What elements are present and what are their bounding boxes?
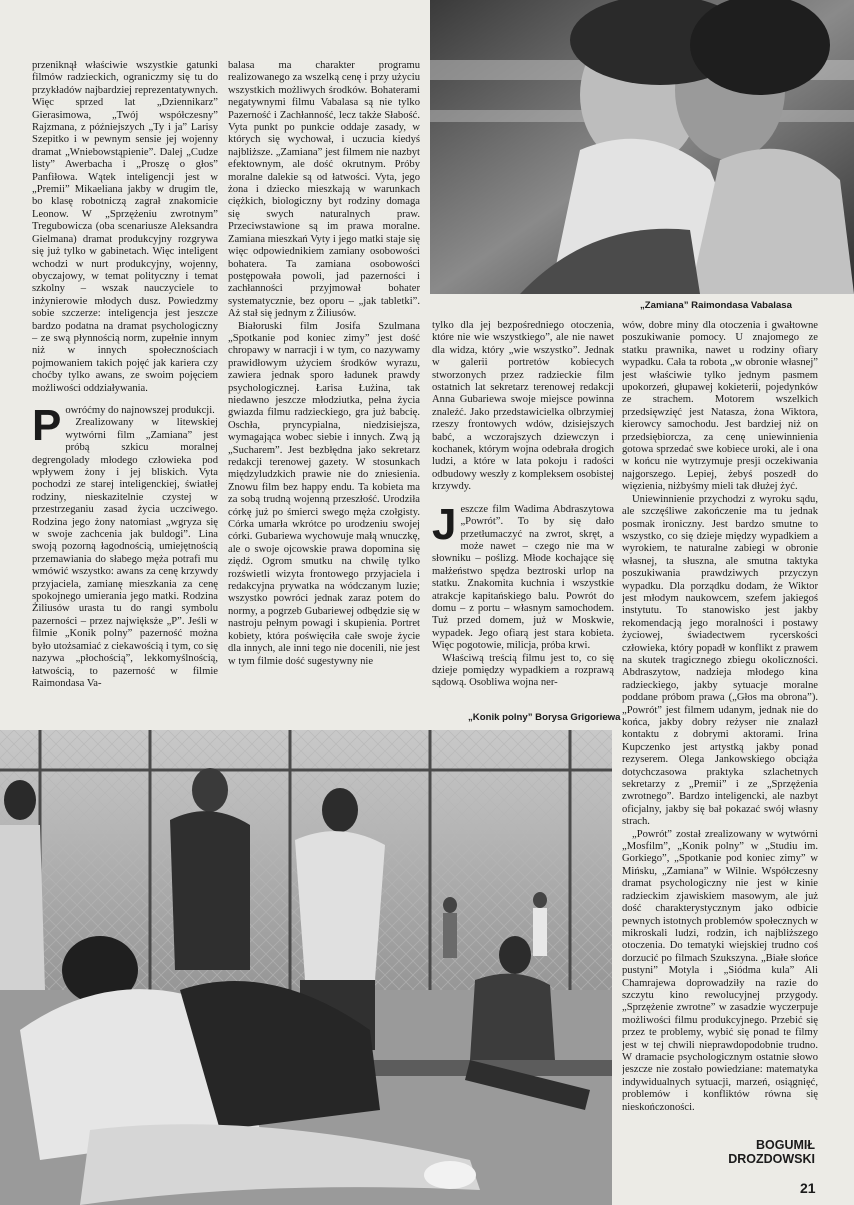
col3-dropcap-text: eszcze film Wadima Abdraszytowa „Powrót”. To by się dało przetłumaczyć na zwrot, skręt, a może nawet – czego nie ma w słowniku – poślizg. Młode kochające się małżeństwo spędza beztroski urlop na statku. Znakomita kuchnia i wszystkie atrakcje kapitańskiego balu. Powrót do domu – z portu – własnym samochodem. Tuż przed domem, już w Moskwie, wypadek. Jego ofiarą jest stara kobieta. Więc pogotowie, milicja, próba krwi. (432, 503, 614, 652)
column-1 (32, 60, 218, 700)
col4-paragraph: „Powrót” został zrealizowany w wytwórni „Mosfilm”, „Konik polny” w „Studiu im. Gorkiego”, „Spotkanie pod koniec zimy” w Mińsku, „Zamiana” w Wilnie. Współczesny dramat psychologiczny nie jest w kinie radzieckim zjawiskiem masowym, ale już dość charakterystycznym jako odbicie pewnych istotnych problemów społecznych w mikroskali ludzi, rodzin, ich najbliższego otoczenia. Do tematyki wiejskiej trudno coś dorzucić po filmach Szukszyna. „Białe słońce pustyni” Motyla i „Siódma kula” Ali Chamrajewa doprowadziły na razie do szczytu kino rewolucyjnej przygody. „Sprzężenie zwrotne” w zasadzie wyczerpuje możliwości filmu produkcyjnego. Przebić się przez te problemy, wybić się ponad te filmy jest w tej chwili nieprawdopodobnie trudno. W dramacie psychologicznym ostatnie słowo jeszcze nie zostało powiedziane: matematyka indywidualnych sytuacji, marzeń, osiągnięć, problemów i konfliktów równa się nieskończoności. (622, 828, 818, 1113)
col1-dropcap-text: owróćmy do najnowszej produkcji. (65, 404, 215, 416)
page-number: 21 (800, 1180, 816, 1196)
dropcap-j: J (432, 499, 457, 549)
col3-dropcap-paragraph (432, 499, 614, 653)
top-photo-caption: „Zamiana” Raimondasa Vabalasa (640, 300, 792, 311)
col3-paragraph: tylko dla jej bezpośredniego otoczenia, które nie wie wszystkiego”, ale nie nawet dla widza, który „wie wszystko”. Jednak w galerii portretów kobiecych stworzonych przez radzieckie film ostatnich lat sekretarz terenowej redakcji Anna Gubariewa swoje miejsce powinna znaleźć. Jako przedstawicielka olbrzymiej rzeszy frontowych wdów, dzisiejszych babć, a wczorajszych dziewczyn i kochanek, którym wojna odebrała drogich ludzi, a które w lata pokoju i radości odbudowy weszły z kompleksem osobistej krzywdy. (432, 320, 614, 493)
col1-dropcap-paragraph (32, 400, 218, 450)
author-last-name: DROZDOWSKI (728, 1152, 815, 1166)
photo-konik-polny (0, 730, 612, 1205)
col2-paragraph: Białoruski film Josifa Szulmana „Spotkanie pod koniec zimy” jest dość chropawy w narracji i w tym, co nazywamy prawidłowym użyciem środków wyrazu, zawiera jednak sporo ładunek prawdy psychologicznej. Łarisa Łużina, tak niedawno jeszcze młodziutka, pełna życia gwiazda filmu radzieckiego, gra już babcię. Oschła, pryncypialna, niedzisiejsza, wymagająca wobec siebie i innych. Zwą ją „Sucharem”. Jest bezbłędna jako sekretarz redakcji terenowej gazety. W stosunkach międzyludzkich prawie nie do zniesienia. Znowu film bez happy endu. Ta kobieta ma za sobą trudną wojenną przeszłość. Urodziła córkę już po śmierci swego męża czołgisty. Córka umarła wkrótce po urodzeniu swojej córki. Gubariewa wychowuje małą wnuczkę, ale o swoje ojcowskie prawa dopomina się ziędź. Ogrom smutku na chwilę tylko rozświetli wizyta frontowego przyjaciela i redakcyjna prywatka na wódczanym luzie; wszystko powróci jednak zaraz potem do normy, a pogrzeb Gubariewej odbędzie się w nastroju pełnym powagi i skupienia. Portret kobiety, która poświęciła całe swoje życie dla innych, ale inni tego nie docenili, nie jest w tym filmie dość sugestywny nie (228, 320, 420, 667)
col4-paragraph: Uniewinnienie przychodzi z wyroku sądu, ale szczęśliwe zakończenie ma tu jednak posmak ironiczny. Jest bardzo smutne to wszystko, co się dzieje między wypadkiem a wyrokiem, te naturalne zabiegi w obronie własnej, ta słuszna, ale smutna taktyka poszukiwania prawdziwych przyczyn wypadku. Dla porządku dodam, że Wiktor jest młodym naukowcem, szefem jakiegoś instytutu. To stanowisko jest jakby rekomendacją jego moralności i postawy życiowej, świadectwem rycerskości człowieka, który popadł w konflikt z prawem na skutek tragicznego zbiegu okoliczności. Abdraszytow, nadzieja młodego kina radzieckiego, jakby sytuacje moralne poddane próbom prawa („Głos ma obrona”). „Powrót” jest filmem udanym, jednak nie do końca, jakby dobry reżyser nie znalazł kontaktu z dobrymi aktorami. Irina Kupczenko jest artystką jakby ponad rezyserem. Olega Jankowskiego obciąża dotychczasowa praktyka szlachetnych sekretarzy z „Premii” i ze „Sprzężenia zwrotnego”. Bardzo inteligencki, ale nazbyt oficjalny, jakby się bał pokazać swój własny strach. (622, 493, 818, 828)
col4-paragraph: wów, dobre miny dla otoczenia i gwałtowne poszukiwanie pomocy. U znajomego ze statku prawnika, nawet u rodziny ofiary wypadku. Cała ta robota „w obronie własnej” jest właściwie tylko jednym pasmem upokorzeń, głupawej kokieterii, pojedynków ze strachem. Motorem wszelkich przedsięwzięć jest Natasza, żona Wiktora, kierowcy samochodu. Jest bardziej niż on przedsiębiorcza, za cenę uniewinnienia gotowa sprzedać swe kobiece uroki, ale i ona w końcu nie wytrzymuje presji oczekiwania najgorszego. Lepiej, żebyś poszedł do więzienia, niżbyśmy mieli tak dłużej żyć. (622, 320, 818, 493)
col2-paragraph: balasa ma charakter programu realizowanego za wszelką cenę i przy użyciu wszystkich możliwych środków. Bohaterami negatywnymi filmu Vabalasa są nie tylko Pazerność i Zachłanność, lecz także Słabość. Vyta punkt po punkcie oddaje zasady, w których się wychował, i uczucia kiedyś najbliższe. „Zamiana” jest filmem nie nazbyt efektownym, ale dość okrutnym. Próby moralne dalekie są od łatwości. Vyta, jego żona i dziecko mieszkają w warunkach ciężkich, biologiczny byt rodziny domaga się swych naturalnych praw. Przeciwstawione są im prawa moralne. Zamiana mieszkań Vyty i jego matki staje się więc odpowiednikiem zamiany osobowości bohatera. Ta zamiana osobowości postępowała powoli, jad pazerności i zachłanności przyjmował bohater systematycznie, bez oporu – „jak tabletki”. Aż stał się jednym z Żiliusów. (228, 60, 420, 320)
col1-paragraph: Zrealizowany w litewskiej wytwórni film „Zamiana” jest próbą szkicu moralnej degrengolady młodego człowieka pod wpływem żony i jej bliskich. Vyta pochodzi ze starej inteligenckiej, światłej rodziny, nieskazitelnie czystej w przestrzeganiu zasad życia uczciwego. Rodzina jego żony natomiast „wgryza się w swoje zachcenia jak buldogi”. Lina swoją pozorną łagodnością, umiejętnością przemawiania do słabego męża potrafi mu wmówić wszystko: awans za cenę krzywdy przyjaciela, zamianę mieszkania za cenę spokojnego umierania jego matki. Rodzina Żiliusów urasta tu do rangi symbolu pazerności – przez najwięksże „P”. Jeśli w filmie „Konik polny” pazerność można było utożsamiać z ciekawością i tym, co się nazywa „płochością”, lekkomyślnością, łatwością, to pazerność w filmie Raimondasa Va- (32, 417, 218, 689)
photo-zamiana-image (430, 0, 854, 294)
author-byline (680, 1138, 815, 1166)
photo-zamiana (430, 0, 854, 294)
column-3 (432, 320, 614, 702)
col1-paragraph: przeniknął właściwie wszystkie gatunki filmów radzieckich, ograniczmy się tu do przykładów najbardziej reprezentatywnych. Więc sprzed lat „Dziennikarz” Gierasimowa, „Twój współczesny” Rajzmana, z późniejszych „Ty i ja” Larisy Szepitko i w pewnym sensie jej wojenny dramat „Wniebowstąpienie”. Dalej „Cudze listy” Awerbacha i „Proszę o głos” Panfiłowa. Wątek inteligencji jest w „Premii” Mikaeliana jakby w drugim tle, bo klasę robotniczą zagrał znakomicie Leonow. W „Sprzężeniu zwrotnym” Tregubowicza (oba scenariusze Aleksandra Gielmana) dramat produkcyjny rozgrywa się już tylko w gabinetach. Więc inteligent wchodzi w nurt produkcyjny, wojenny, obyczajowy, w temat polityczny i temat szkolny – wszak nauczyciele to inżynierowie młodych dusz. Powiedzmy sobie szczerze: inteligencja jest jeszcze bardzo podatna na dramat psychologiczny – ze swą płynnością norm, zupełnie innym niż w innych społecznościach pojmowaniem takich pojęć jak kariera czy choćby tylko awans, ze swoim pojęciem możliwości oddziaływania. (32, 60, 218, 394)
col3-paragraph: Właściwą treścią filmu jest to, co się dzieje pomiędzy wypadkiem a rozprawą sądową. Osobliwa wojna ner- (432, 652, 614, 689)
photo-konik-polny-image (0, 730, 612, 1205)
dropcap-p: P (32, 400, 62, 450)
author-first-name: BOGUMIŁ (755, 1138, 815, 1152)
bottom-photo-caption: „Konik polny” Borysa Grigoriewa (468, 712, 621, 723)
column-2 (228, 60, 420, 700)
column-4 (622, 320, 818, 1138)
